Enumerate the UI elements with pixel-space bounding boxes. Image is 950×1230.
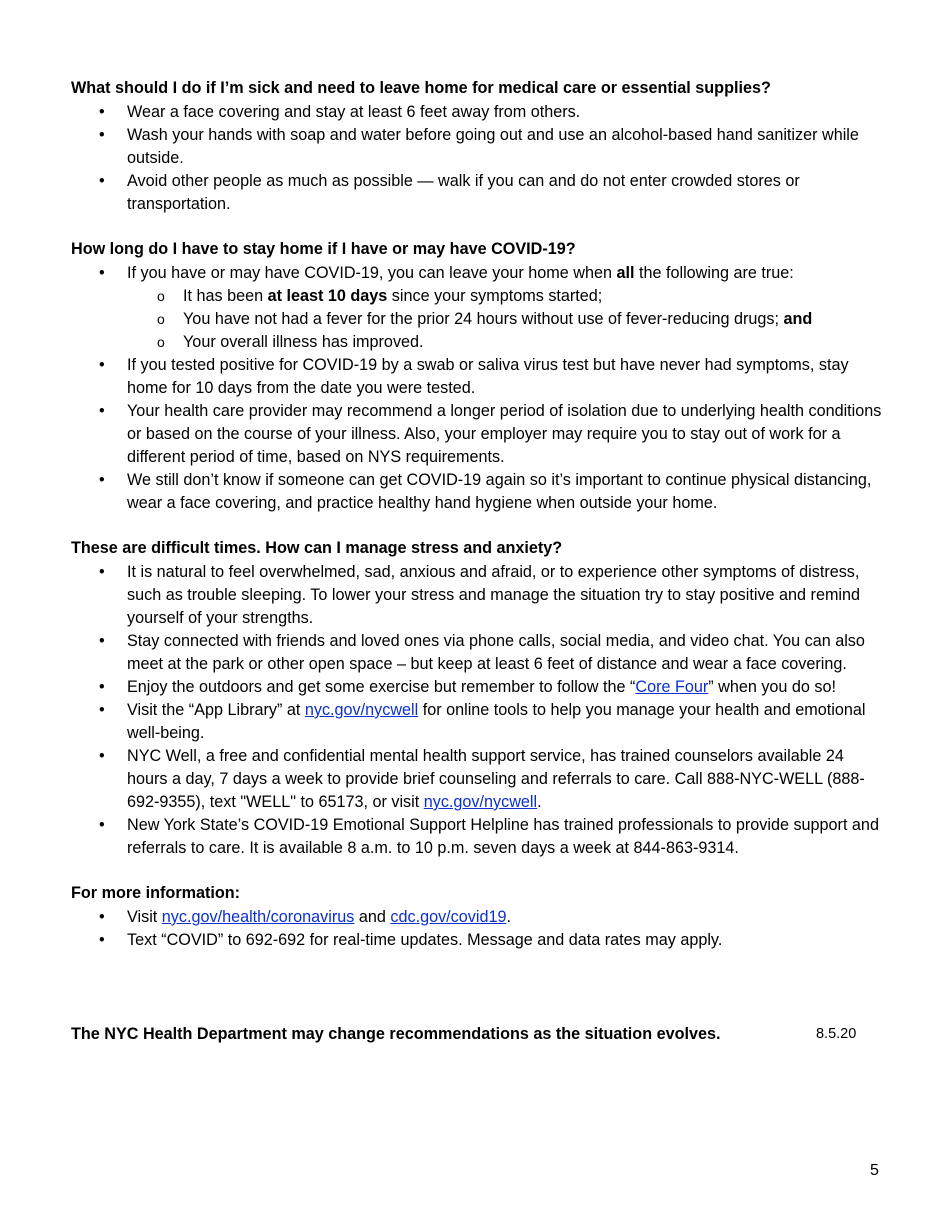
- text: the following are true:: [634, 264, 794, 282]
- text: for online tools to help you manage your health and emotional well-being.: [127, 701, 866, 742]
- document-body: [71, 77, 883, 974]
- bullet-list: [71, 906, 883, 952]
- section-stay-home-duration: [71, 238, 883, 515]
- sub-list-item: o Your overall illness has improved.: [127, 331, 883, 354]
- document-date: 8.5.20: [816, 1026, 857, 1042]
- emphasis: all: [616, 264, 635, 282]
- emphasis: and: [783, 310, 813, 328]
- text: Visit: [127, 908, 162, 926]
- list-item: • Text “COVID” to 692-692 for real-time updates. Message and data rates may apply.: [71, 929, 883, 952]
- list-item: • It is natural to feel overwhelmed, sad, anxious and afraid, or to experience other symptoms of distress, such as trouble sleeping. To lower your stress and manage the situation try to stay positive and remind yourself of your strengths.: [71, 561, 883, 630]
- list-item: • Avoid other people as much as possible — walk if you can and do not enter crowded stores or transportation.: [71, 170, 883, 216]
- section-heading: What should I do if I’m sick and need to leave home for medical care or essential supplies?: [71, 79, 771, 97]
- footer: [71, 1023, 861, 1046]
- list-item: • Wash your hands with soap and water before going out and use an alcohol-based hand sanitizer while outside.: [71, 124, 883, 170]
- section-stress-anxiety: [71, 537, 883, 860]
- list-item: [71, 699, 883, 745]
- text: It has been: [183, 287, 268, 305]
- list-item: • If you tested positive for COVID-19 by a swab or saliva virus test but have never had symptoms, stay home for 10 days from the date you were tested.: [71, 354, 883, 400]
- core-four-link[interactable]: Core Four: [635, 678, 709, 696]
- cdc-covid19-link[interactable]: cdc.gov/covid19: [390, 908, 507, 926]
- list-item: [71, 745, 883, 814]
- footer-note: The NYC Health Department may change recommendations as the situation evolves.: [71, 1025, 721, 1043]
- list-item: [71, 676, 883, 699]
- section-more-information: [71, 882, 883, 952]
- page-number: 5: [870, 1162, 879, 1179]
- text: You have not had a fever for the prior 24 hours without use of fever-reducing drugs;: [183, 310, 784, 328]
- section-heading: For more information:: [71, 884, 241, 902]
- text: Visit the “App Library” at: [127, 701, 305, 719]
- nyc-health-coronavirus-link[interactable]: nyc.gov/health/coronavirus: [161, 908, 355, 926]
- list-item: • Your health care provider may recommend a longer period of isolation due to underlying health conditions or based on the course of your illness. Also, your employer may require you to stay out of work for a different period of time, based on NYS requirements.: [71, 400, 883, 469]
- section-heading: These are difficult times. How can I manage stress and anxiety?: [71, 539, 563, 557]
- list-item: • Stay connected with friends and loved ones via phone calls, social media, and video chat. You can also meet at the park or other open space – but keep at least 6 feet of distance and wear a face covering.: [71, 630, 883, 676]
- bullet-list: [71, 101, 883, 216]
- section-heading: How long do I have to stay home if I have or may have COVID-19?: [71, 240, 576, 258]
- text: .: [506, 908, 511, 926]
- bullet-list: [71, 262, 883, 515]
- list-item: • New York State’s COVID-19 Emotional Support Helpline has trained professionals to provide support and referrals to care. It is available 8 a.m. to 10 p.m. seven days a week at 844-863-9314.: [71, 814, 883, 860]
- list-item: [71, 906, 883, 929]
- list-item: • We still don’t know if someone can get COVID-19 again so it’s important to continue physical distancing, wear a face covering, and practice healthy hand hygiene when outside your home.: [71, 469, 883, 515]
- nycwell-link[interactable]: nyc.gov/nycwell: [423, 793, 538, 811]
- bullet-list: [71, 561, 883, 860]
- text: since your symptoms started;: [387, 287, 603, 305]
- text: .: [537, 793, 542, 811]
- list-item: • Wear a face covering and stay at least 6 feet away from others.: [71, 101, 883, 124]
- nycwell-link[interactable]: nyc.gov/nycwell: [304, 701, 419, 719]
- text: If you have or may have COVID-19, you can leave your home when: [127, 264, 617, 282]
- text: Enjoy the outdoors and get some exercise but remember to follow the “: [127, 678, 636, 696]
- section-sick-leave-home: [71, 77, 883, 216]
- sub-list: [127, 285, 883, 354]
- text: and: [354, 908, 391, 926]
- text: NYC Well, a free and confidential mental health support service, has trained counselors available 24 hours a day, 7 days a week to provide brief counseling and referrals to care. Call 888-NYC-WELL (888-692-9355), text "WELL" to 65173, or visit: [127, 747, 865, 811]
- sub-list-item: [127, 285, 883, 308]
- list-item: [71, 262, 883, 354]
- emphasis: at least 10 days: [267, 287, 388, 305]
- sub-list-item: [127, 308, 883, 331]
- text: ” when you do so!: [708, 678, 837, 696]
